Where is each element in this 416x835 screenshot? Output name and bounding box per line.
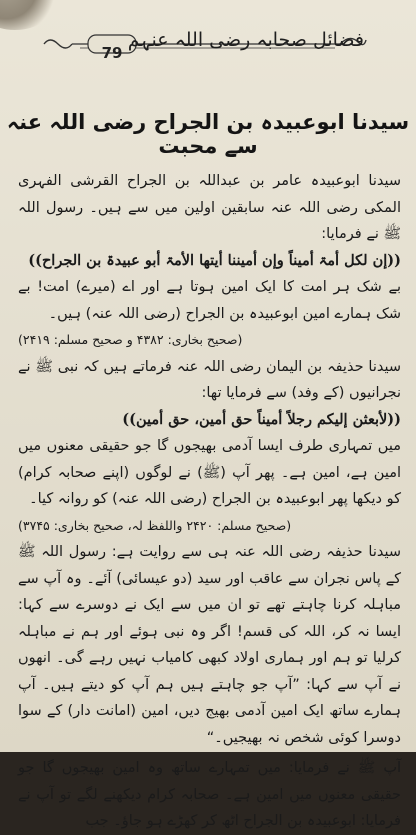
reference: (صحیح بخاری: ۴۳۸۲ و صحیح مسلم: ۲۴۱۹) [18, 332, 243, 347]
chapter-title: سیدنا ابوعبیدہ بن الجراح رضی اللہ عنہ سے محبت [6, 110, 410, 158]
reference: (صحیح مسلم: ۲۴۲۰ واللفظ لہ، صحیح بخاری: ۳۷۴۵) [18, 517, 292, 533]
translation: میں تمہاری طرف ایسا آدمی بھیجوں گا جو حقیقی معنوں میں امین ہے، امین ہے۔ پھر آپ (ﷺ) نے لوگوں (اپنے صحابہ کرام) کو دیکھا پھر ابوعبیدہ بن الجراح (رضی اللہ عنہ) کو روانہ کیا۔ [18, 438, 401, 507]
page-header [0, 14, 416, 74]
translation: بے شک ہر امت کا ایک امین ہوتا ہے اور اے (میرے) امت! بے شک ہمارے امین ابوعبیدہ بن الجراح (رضی اللہ عنہ) ہیں۔ [18, 279, 401, 322]
paragraph: سیدنا حذیفہ بن الیمان رضی اللہ عنہ فرماتے ہیں کہ نبی ﷺ نے نجرانیوں (کے وفد) سے فرمایا تھا: [18, 358, 401, 401]
page-number: 79 [101, 44, 123, 62]
arabic-hadith: ((لأبعثن إلیکم رجلاً أمیناً حق أمین، حق أمین)) [122, 410, 401, 428]
running-title: فضائل صحابہ رضی اللہ عنہم [127, 29, 364, 51]
paragraph: آپ ﷺ نے فرمایا: میں تمہارے ساتھ وہ امین بھیجوں گا جو حقیقی معنوں میں امین ہے۔ صحابہ کرام دیکھنے لگے تو آپ نے فرمایا: ابوعبیدہ بن الجراح اٹھ کر کھڑے ہو جاؤ۔ جب [18, 760, 401, 829]
paragraph: سیدنا ابوعبیدہ عامر بن عبداللہ بن الجراح القرشی الفہری المکی رضی اللہ عنہ سابقین اولین میں سے ہیں۔ رسول اللہ ﷺ نے فرمایا: [18, 173, 401, 242]
body-text [18, 168, 401, 835]
paragraph: سیدنا حذیفہ رضی اللہ عنہ ہی سے روایت ہے: رسول اللہ ﷺ کے پاس نجران سے عاقب اور سید (دو عیسائی) آئے۔ وہ آپ سے مباہلہ کرنا چاہتے تھے تو ان میں سے ایک نے دوسرے سے کہا: ایسا نہ کر، اللہ کی قسم! اگر وہ نبی ہوئے اور ہم نے مباہلہ کرلیا تو ہم اور ہماری اولاد کبھی کامیاب نہیں رہے گی۔ انھوں نے آپ سے کہا: ”آپ جو چاہتے ہیں ہم آپ کو دیتے ہیں۔ آپ ہمارے ساتھ ایک امین آدمی بھیج دیں، امین (امانت دار) کے سوا دوسرا کوئی شخص نہ بھیجیں۔“ [18, 544, 401, 746]
arabic-hadith: ((إن لکل أمۃ أمیناً وإن أمیننا أیتھا الأمۃ أبو عبیدۃ بن الجراح)) [28, 251, 401, 269]
